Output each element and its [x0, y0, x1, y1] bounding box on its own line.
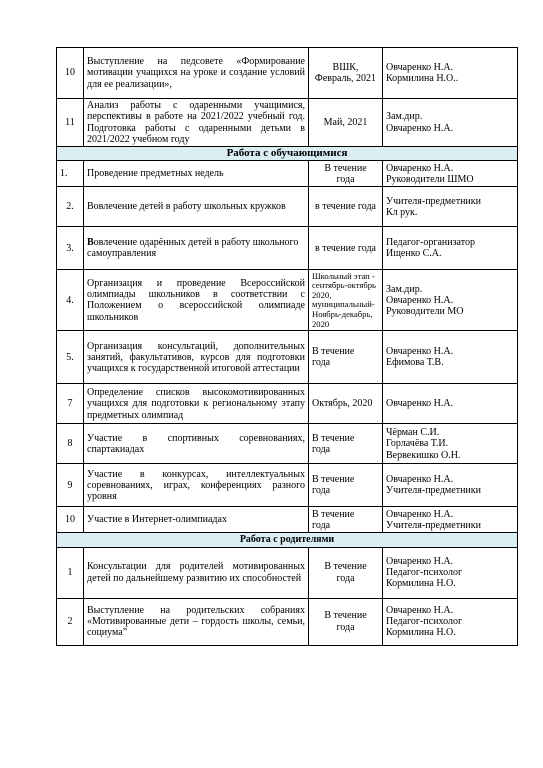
term-cell: В течение года [309, 547, 383, 598]
responsible-cell: Овчаренко Н.А. Педагог-психолог Кормилина Н.О. [383, 598, 518, 645]
activity-cell: Проведение предметных недель [84, 161, 309, 187]
responsible-cell: Овчаренко Н.А. Руководители ШМО [383, 161, 518, 187]
responsible-cell: Овчаренко Н.А. Учителя-предметники [383, 464, 518, 507]
responsible-cell: Овчаренко Н.А. Педагог-психолог Кормилина Н.О. [383, 547, 518, 598]
term-cell: ВШК, Февраль, 2021 [309, 48, 383, 99]
row-number: 10 [57, 48, 84, 99]
responsible-cell: Овчаренко Н.А. Ефимова Т.В. [383, 331, 518, 384]
row-number: 8 [57, 424, 84, 464]
table-row [57, 48, 518, 99]
term-cell: в течение года [309, 227, 383, 270]
term-cell: Май, 2021 [309, 99, 383, 147]
row-number: 1 [57, 547, 84, 598]
row-number: 3. [57, 227, 84, 270]
activity-cell: Выступление на педсовете «Формирование мотивации учащихся на уроке и создание условий для ее реализации», [84, 48, 309, 99]
table-row [57, 331, 518, 384]
term-cell: Октябрь, 2020 [309, 384, 383, 424]
table-row [57, 547, 518, 598]
term-cell: В течение года [309, 464, 383, 507]
responsible-cell: Овчаренко Н.А. [383, 384, 518, 424]
term-cell: В течение года [309, 507, 383, 533]
activity-cell: Выступление на родительских собраниях «Мотивированные дети – гордость школы, семьи, социума” [84, 598, 309, 645]
activity-cell: Организация консультаций, дополнительных занятий, факультативов, курсов для подготовки учащихся к государственной итоговой аттестации [84, 331, 309, 384]
responsible-cell: Учителя-предметники Кл рук. [383, 187, 518, 227]
term-cell: Школьный этап - сентябрь-октябрь 2020, муниципальный- Ноябрь-декабрь, 2020 [309, 270, 383, 331]
activity-cell: Вовлечение детей в работу школьных кружков [84, 187, 309, 227]
responsible-cell: Педагог-организатор Ищенко С.А. [383, 227, 518, 270]
table-row [57, 270, 518, 331]
table-row [57, 598, 518, 645]
row-number: 10 [57, 507, 84, 533]
responsible-cell: Зам.дир. Овчаренко Н.А. [383, 99, 518, 147]
row-number: 4. [57, 270, 84, 331]
section-header [57, 147, 518, 161]
responsible-cell: Овчаренко Н.А. Учителя-предметники [383, 507, 518, 533]
activity-cell: Участие в спортивных соревнованиях, спартакиадах [84, 424, 309, 464]
table-row [57, 424, 518, 464]
row-number: 9 [57, 464, 84, 507]
row-number: 11 [57, 99, 84, 147]
table-row [57, 187, 518, 227]
activity-cell: Вовлечение одарённых детей в работу школьного самоуправления [84, 227, 309, 270]
responsible-cell: Зам.дир. Овчаренко Н.А. Руководители МО [383, 270, 518, 331]
activity-cell: Участие в конкурсах, интеллектуальных соревнованиях, играх, конференциях разного уровня [84, 464, 309, 507]
activity-cell: Определение списков высокомотивированных учащихся для подготовки к региональному этапу предметных олимпиад [84, 384, 309, 424]
term-cell: В течение года [309, 598, 383, 645]
activity-cell: Организация и проведение Всероссийской олимпиады школьников в соответствии с Положением о всероссийской олимпиаде школьников [84, 270, 309, 331]
table-row [57, 464, 518, 507]
section-header [57, 533, 518, 547]
activity-cell: Консультации для родителей мотивированных детей по дальнейшему развитию их способностей [84, 547, 309, 598]
activity-cell: Участие в Интернет-олимпиадах [84, 507, 309, 533]
section-title-parents: Работа с родителями [57, 533, 518, 547]
responsible-cell: Чёрман С.И. Горлачёва Т.И. Вервекишко О.Н. [383, 424, 518, 464]
row-number: 2. [57, 187, 84, 227]
term-cell: В течение года [309, 424, 383, 464]
row-number: 1. [57, 161, 84, 187]
table-row [57, 161, 518, 187]
term-cell: В течение года [309, 161, 383, 187]
table-row [57, 384, 518, 424]
term-cell: В течение года [309, 331, 383, 384]
term-cell: в течение года [309, 187, 383, 227]
row-number: 5. [57, 331, 84, 384]
responsible-cell: Овчаренко Н.А. Кормилина Н.О.. [383, 48, 518, 99]
table-row [57, 227, 518, 270]
row-number: 7 [57, 384, 84, 424]
table-row [57, 99, 518, 147]
activity-plan-table [56, 47, 518, 646]
row-number: 2 [57, 598, 84, 645]
table-row [57, 507, 518, 533]
activity-cell: Анализ работы с одаренными учащимися, перспективы в работе на 2021/2022 учебный год. Подготовка работы с одаренными детьми в 2021/2022 учебном году [84, 99, 309, 147]
section-title-students: Работа с обучающимися [57, 147, 518, 161]
